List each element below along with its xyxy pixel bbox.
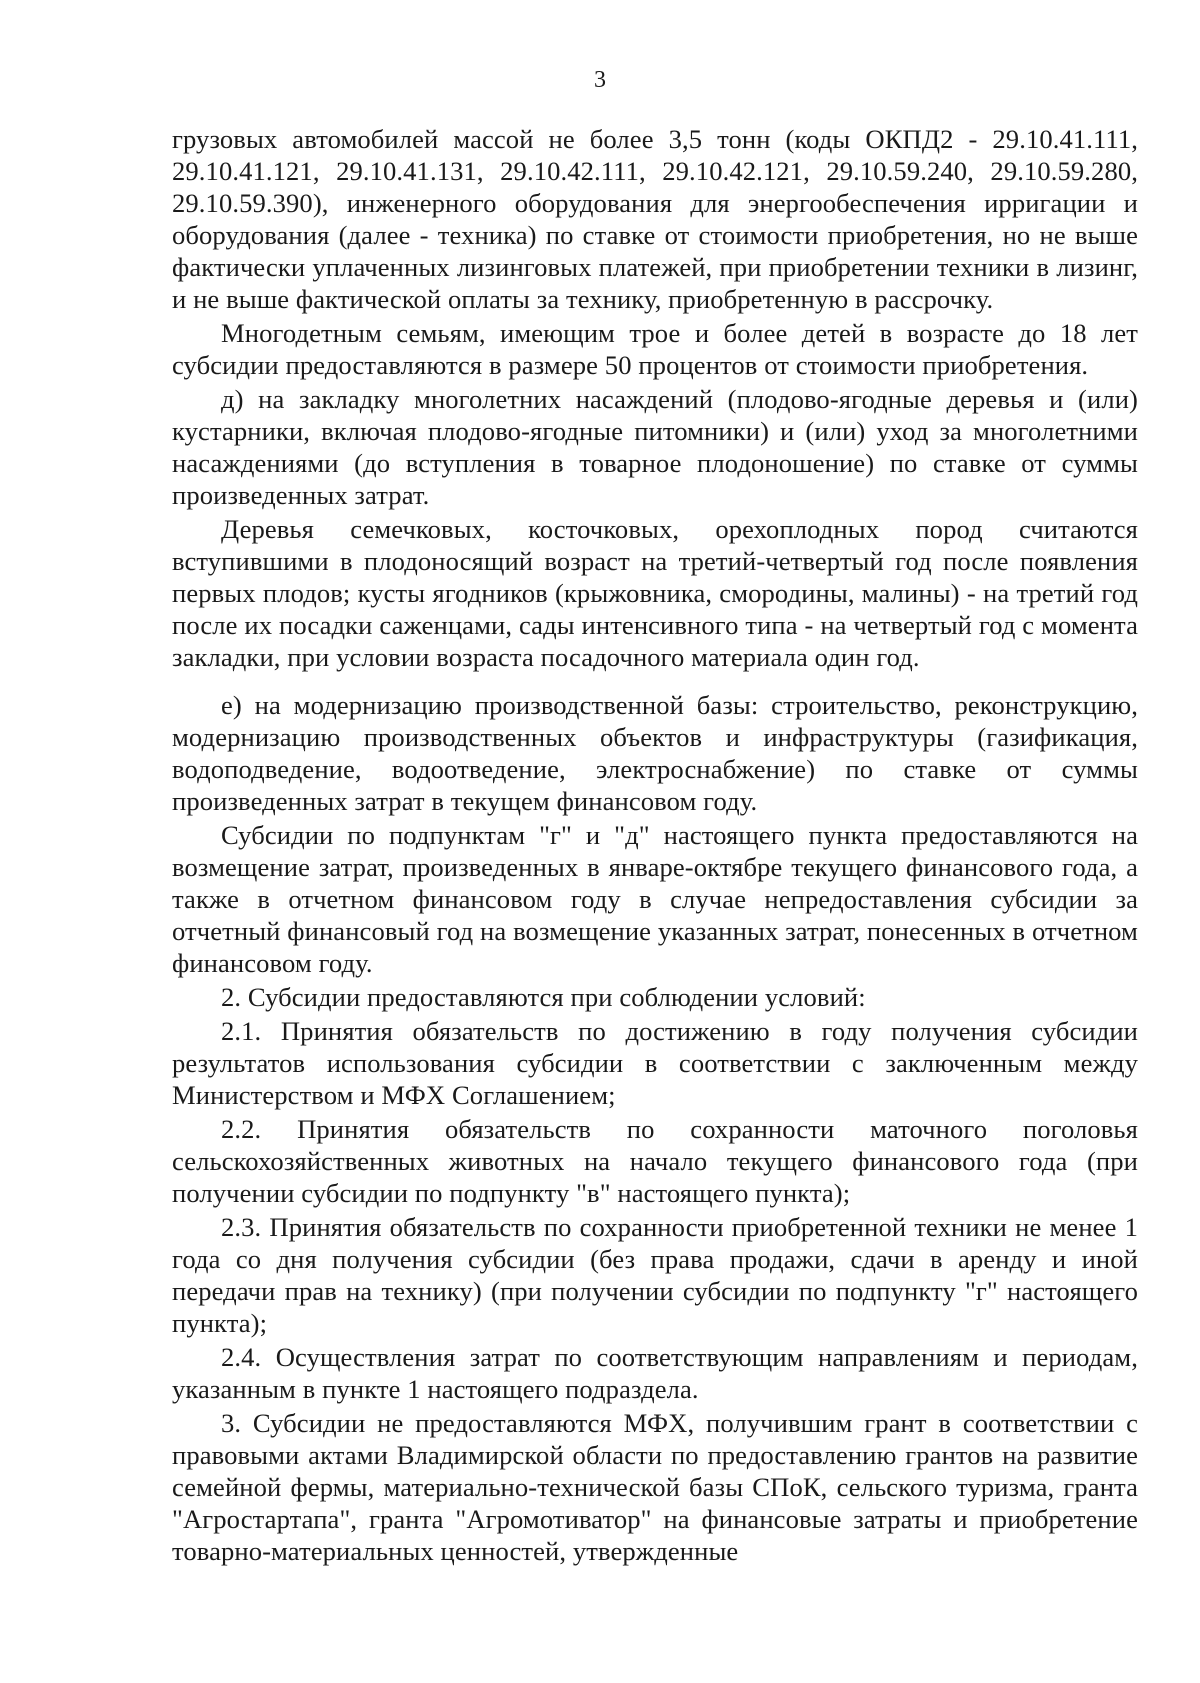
paragraph-large-families: Многодетным семьям, имеющим трое и более детей в возрасте до 18 лет субсидии предоставляются в размере 50 процентов от стоимости приобретения. (172, 318, 1138, 380)
paragraph-condition-2-4: 2.4. Осуществления затрат по соответствующим направлениям и периодам, указанным в пункте 1 настоящего подраздела. (172, 1342, 1138, 1404)
paragraph-item-3: 3. Субсидии не предоставляются МФХ, получившим грант в соответствии с правовыми актами Владимирской области по предоставлению грантов на развитие семейной фермы, материально-технической базы СПоК, сельского туризма, гранта "Агростартапа", гранта "Агромотиватор" на финансовые затраты и приобретение товарно-материальных ценностей, утвержденные (172, 1408, 1138, 1566)
paragraph-conditions-heading: 2. Субсидии предоставляются при соблюдении условий: (221, 982, 866, 1012)
paragraph-subitem-e: е) на модернизацию производственной базы: строительство, реконструкцию, модернизацию производственных объектов и инфраструктуры (газификация, водоподведение, водоотведение, электроснабжение) по ставке от суммы произведенных затрат в текущем финансовом году. (172, 690, 1138, 816)
paragraph-equipment-continuation: грузовых автомобилей массой не более 3,5 тонн (коды ОКПД2 - 29.10.41.111, 29.10.41.121, 29.10.41.131, 29.10.42.111, 29.10.42.121, 29.10.59.240, 29.10.59.280, 29.10.59.390), инженерного оборудования для энергообеспечения ирригации и оборудования (далее - техника) по ставке от стоимости приобретения, но не выше фактически уплаченных лизинговых платежей, при приобретении техники в лизинг, и не выше фактической оплаты за технику, приобретенную в рассрочку. (172, 124, 1138, 314)
paragraph-subsidies-g-d: Субсидии по подпунктам "г" и "д" настоящего пункта предоставляются на возмещение затрат, произведенных в январе-октябре текущего финансового года, а также в отчетном финансовом году в случае непредоставления субсидии за отчетный финансовый год на возмещение указанных затрат, понесенных в отчетном финансовом году. (172, 820, 1138, 978)
paragraph-condition-2-1: 2.1. Принятия обязательств по достижению в году получения субсидии результатов использования субсидии в соответствии с заключенным между Министерством и МФХ Соглашением; (172, 1016, 1138, 1110)
page-number: 3 (594, 67, 606, 93)
document-body (172, 123, 1138, 1567)
paragraph-condition-2-3: 2.3. Принятия обязательств по сохранности приобретенной техники не менее 1 года со дня получения субсидии (без права продажи, сдачи в аренду и иной передачи прав на технику) (при получении субсидии по подпункту "г" настоящего пункта); (172, 1212, 1138, 1338)
paragraph-fruit-trees: Деревья семечковых, косточковых, орехоплодных пород считаются вступившими в плодоносящий возраст на третий-четвертый год после появления первых плодов; кусты ягодников (крыжовника, смородины, малины) - на третий год после их посадки саженцами, сады интенсивного типа - на четвертый год с момента закладки, при условии возраста посадочного материала один год. (172, 514, 1138, 672)
paragraph-subitem-d: д) на закладку многолетних насаждений (плодово-ягодные деревья и (или) кустарники, включая плодово-ягодные питомники) и (или) уход за многолетними насаждениями (до вступления в товарное плодоношение) по ставке от суммы произведенных затрат. (172, 384, 1138, 510)
paragraph-condition-2-2: 2.2. Принятия обязательств по сохранности маточного поголовья сельскохозяйственных животных на начало текущего финансового года (при получении субсидии по подпункту "в" настоящего пункта); (172, 1114, 1138, 1208)
